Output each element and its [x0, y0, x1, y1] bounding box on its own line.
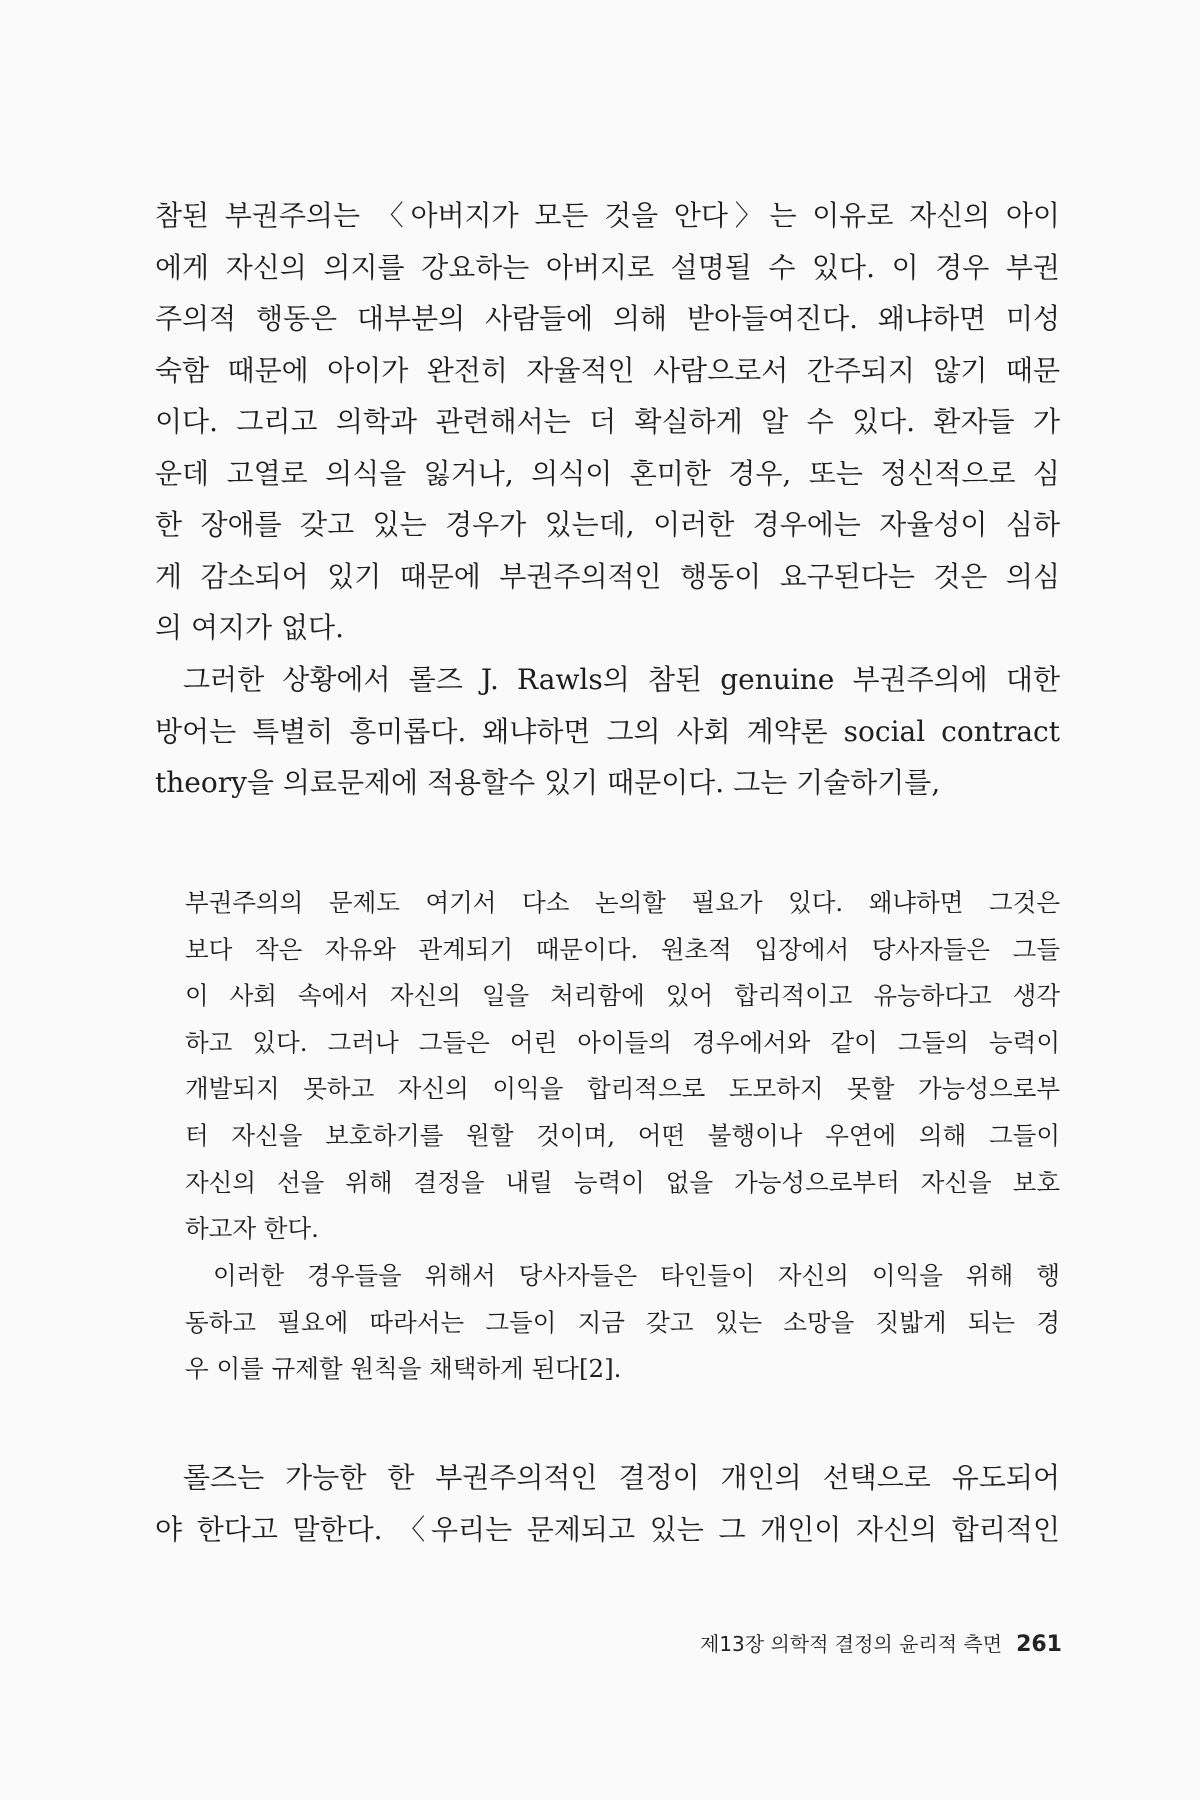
text-line: 게 감소되어 있기 때문에 부권주의적인 행동이 요구된다는 것은 의심 [155, 559, 1060, 593]
quote-line: 이 사회 속에서 자신의 일을 처리함에 있어 합리적이고 유능하다고 생각 [185, 981, 1060, 1011]
text-line: 주의적 행동은 대부분의 사람들에 의해 받아들여진다. 왜냐하면 미성 [155, 302, 1060, 335]
quote-line: 개발되지 못하고 자신의 이익을 합리적으로 도모하지 못할 가능성으로부 [185, 1074, 1060, 1104]
text-line: 숙함 때문에 아이가 완전히 자율적인 사람으로서 간주되지 않기 때문 [155, 353, 1060, 387]
quote-line: 자신의 선을 위해 결정을 내릴 능력이 없을 가능성으로부터 자신을 보호 [185, 1167, 1060, 1197]
text-line: 에게 자신의 의지를 강요하는 아버지로 설명될 수 있다. 이 경우 부권 [155, 250, 1060, 284]
text-line: 야 한다고 말한다. 〈우리는 문제되고 있는 그 개인이 자신의 합리적인 [155, 1512, 1060, 1546]
paragraph-3 [155, 1452, 1060, 1555]
chapter-title: 제13장 의학적 결정의 윤리적 측면 [700, 1632, 1003, 1656]
quote-line: 부권주의의 문제도 여기서 다소 논의할 필요가 있다. 왜냐하면 그것은 [185, 888, 1060, 917]
paragraph-1 [155, 190, 1060, 654]
text-line: 참된 부권주의는 〈아버지가 모든 것을 안다〉는 이유로 자신의 아이 [155, 199, 1060, 232]
block-quote-2 [185, 1253, 1060, 1393]
text-line: theory을 의료문제에 적용할수 있기 때문이다. 그는 기술하기를, [155, 766, 941, 799]
text-line: 롤즈는 가능한 한 부권주의적인 결정이 개인의 선택으로 유도되어 [183, 1461, 1060, 1494]
text-line: 운데 고열로 의식을 잃거나, 의식이 혼미한 경우, 또는 정신적으로 심 [155, 456, 1060, 490]
quote-line: 터 자신을 보호하기를 원할 것이며, 어떤 불행이나 우연에 의해 그들이 [185, 1120, 1060, 1150]
text-line: 그러한 상황에서 롤즈 J. Rawls의 참된 genuine 부권주의에 대한 [183, 663, 1060, 696]
text-line: 방어는 특별히 흥미롭다. 왜냐하면 그의 사회 계약론 social contract [155, 714, 1060, 748]
quote-line: 우 이를 규제할 원칙을 채택하게 된다[2]. [185, 1354, 622, 1384]
quote-line: 하고 있다. 그러나 그들은 어린 아이들의 경우에서와 같이 그들의 능력이 [185, 1027, 1060, 1057]
block-quote-1 [185, 880, 1060, 1253]
paragraph-2 [155, 654, 1060, 809]
quote-line: 이러한 경우들을 위해서 당사자들은 타인들이 자신의 이익을 위해 행 [213, 1261, 1060, 1290]
page-footer [700, 1628, 1062, 1657]
quote-line: 하고자 한다. [185, 1214, 319, 1244]
page-number: 261 [1016, 1632, 1062, 1657]
text-line: 의 여지가 없다. [155, 611, 344, 644]
quote-line: 보다 작은 자유와 관계되기 때문이다. 원초적 입장에서 당사자들은 그들 [185, 934, 1060, 964]
text-line: 한 장애를 갖고 있는 경우가 있는데, 이러한 경우에는 자율성이 심하 [155, 508, 1060, 541]
quote-line: 동하고 필요에 따라서는 그들이 지금 갖고 있는 소망을 짓밟게 되는 경 [185, 1307, 1060, 1337]
text-line: 이다. 그리고 의학과 관련해서는 더 확실하게 알 수 있다. 환자들 가 [155, 405, 1060, 438]
